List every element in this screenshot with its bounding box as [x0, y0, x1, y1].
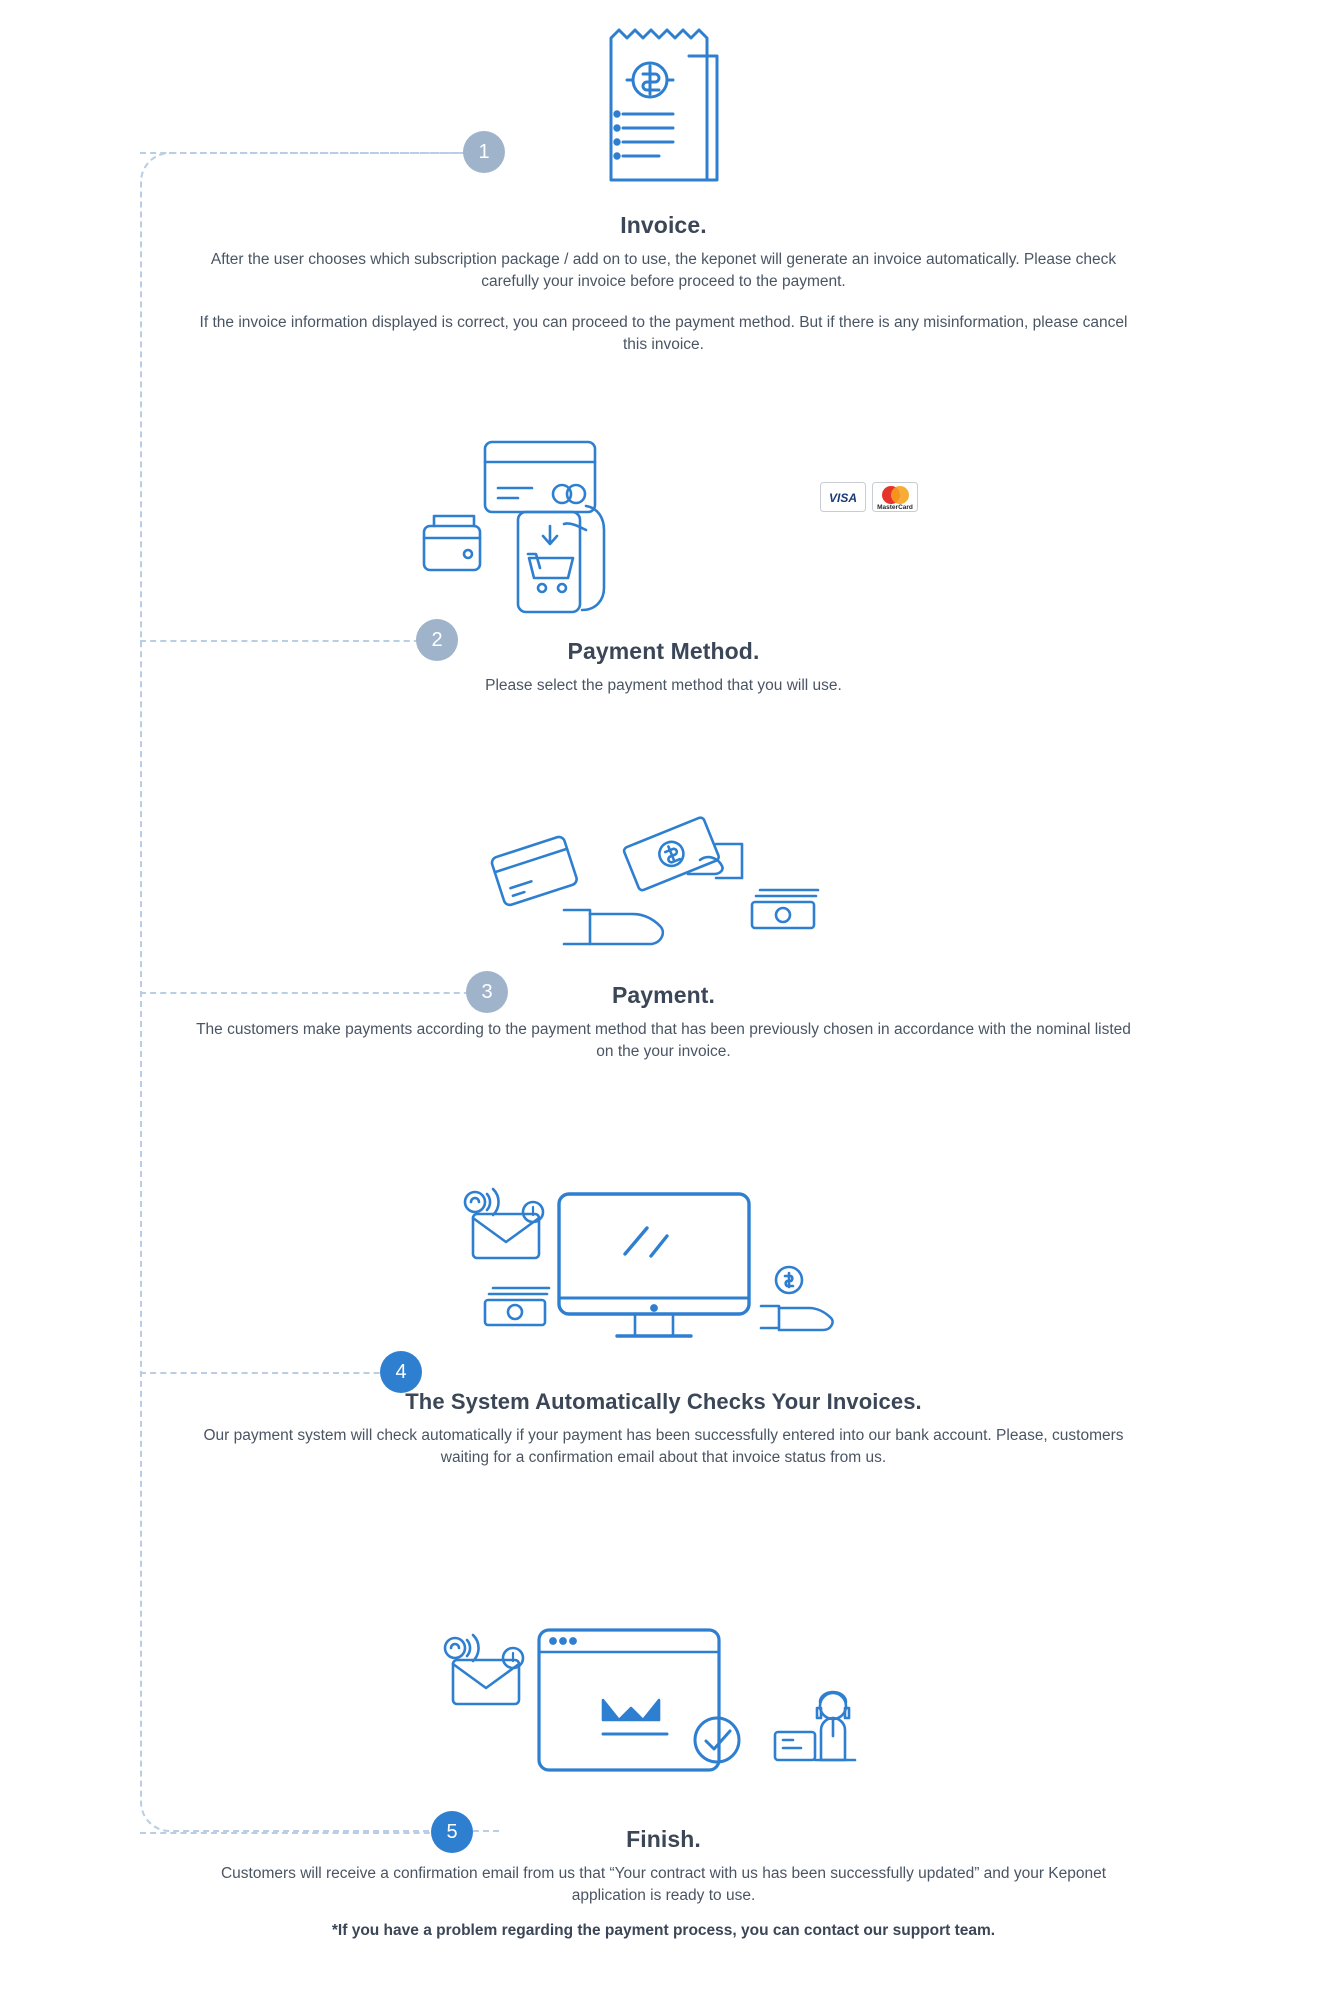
step-2 [0, 430, 1327, 697]
system-check-artwork-group [449, 1180, 879, 1365]
mastercard-logo [872, 482, 918, 512]
step-bubble-1 [463, 131, 505, 173]
step-number-1: 1 [478, 140, 490, 163]
step-2-title: Payment Method. [567, 638, 760, 664]
step-4 [0, 1180, 1327, 1470]
step-4-title: The System Automatically Checks Your Invoices. [405, 1389, 922, 1414]
step-5-artwork [0, 1620, 1327, 1800]
step-1-paragraph-2: If the invoice information displayed is correct, you can proceed to the payment method. But if there is any misinformation, please cancel this invoice. [199, 313, 1128, 354]
step-bubble-5 [431, 1811, 473, 1853]
step-1 [0, 18, 1327, 357]
payment-artwork-group [464, 800, 864, 960]
step-5-title: Finish. [626, 1826, 701, 1852]
step-3-artwork [0, 800, 1327, 960]
step-5 [0, 1620, 1327, 1940]
payment-method-artwork-group [410, 430, 810, 620]
finish-artwork-group [429, 1620, 899, 1800]
invoice-receipt-icon [579, 18, 749, 198]
step-number-3: 3 [481, 980, 493, 1003]
svg-text:MasterCard: MasterCard [876, 504, 913, 511]
step-3-title: Payment. [611, 982, 716, 1008]
step-number-4: 4 [395, 1360, 407, 1383]
step-3 [0, 800, 1327, 1064]
step-1-title: Invoice. [620, 212, 707, 238]
step-bubble-2 [416, 619, 458, 661]
step-2-artwork [0, 430, 1327, 620]
step-bubble-4 [380, 1351, 422, 1393]
svg-text:VISA: VISA [828, 491, 857, 505]
visa-logo [820, 482, 866, 512]
step-2-paragraph-1: Please select the payment method that you will use. [485, 677, 842, 694]
step-number-5: 5 [446, 1820, 458, 1843]
step-1-artwork [0, 18, 1327, 198]
step-5-note: *If you have a problem regarding the payment process, you can contact our support team. [331, 1921, 996, 1939]
step-4-artwork [0, 1180, 1327, 1365]
step-number-2: 2 [431, 628, 443, 651]
step-bubble-3 [466, 971, 508, 1013]
step-1-paragraph-1: After the user chooses which subscription package / add on to use, the keponet will generate an invoice automatically. Please check carefully your invoice before proceed to the payment. [210, 251, 1117, 291]
step-5-paragraph-1: Customers will receive a confirmation email from us that “Your contract with us has been successfully updated” and your Keponet application is ready to use. [220, 1865, 1107, 1905]
step-3-paragraph-1: The customers make payments according to the payment method that has been previously chosen in accordance with the nominal listed on the your invoice. [196, 1021, 1131, 1061]
step-4-paragraph-1: Our payment system will check automatically if your payment has been successfully entered into our bank account. Please, customers waiting for a confirmation email about that invoice status from us. [203, 1427, 1124, 1467]
